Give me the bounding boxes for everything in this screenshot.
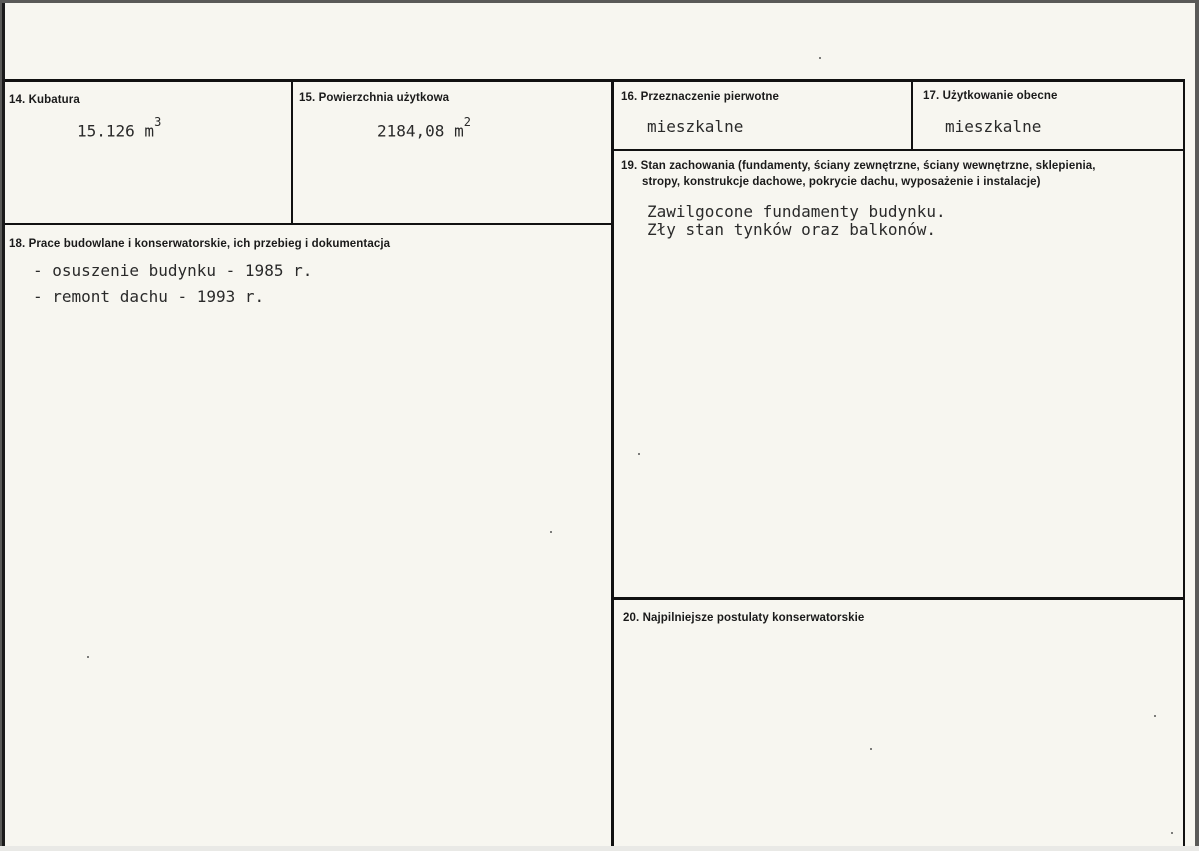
paper-speck bbox=[87, 656, 89, 658]
kubatura-value: 15.126 $m^3$ bbox=[77, 115, 162, 141]
uzytkowanie-value: mieszkalne bbox=[945, 117, 1042, 136]
prace-label: 18. Prace budowlane i konserwatorskie, ich przebieg i dokumentacja bbox=[9, 238, 391, 250]
paper-speck bbox=[550, 531, 552, 533]
divider-center bbox=[611, 80, 614, 846]
stan-label-line1: 19. Stan zachowania (fundamenty, ściany zewnętrzne, ściany wewnętrzne, sklepienia, bbox=[621, 160, 1096, 172]
stan-label-line2: stropy, konstrukcje dachowe, pokrycie dachu, wyposażenie i instalacje) bbox=[642, 176, 1041, 188]
prace-line-1: - osuszenie budynku - 1985 r. bbox=[33, 261, 313, 280]
paper-speck bbox=[1154, 715, 1156, 717]
scanner-edge bbox=[0, 846, 1199, 851]
stan-line-1: Zawilgocone fundamenty budynku. bbox=[647, 202, 946, 221]
record-card bbox=[2, 3, 1195, 846]
paper-speck bbox=[638, 453, 640, 455]
divider-14-15 bbox=[291, 80, 293, 224]
paper-speck bbox=[819, 57, 821, 59]
divider-16-17 bbox=[911, 80, 913, 151]
postulaty-label: 20. Najpilniejsze postulaty konserwatorskie bbox=[623, 612, 865, 624]
stan-line-2: Zły stan tynków oraz balkonów. bbox=[647, 220, 936, 239]
paper-speck bbox=[1171, 832, 1173, 834]
przeznaczenie-value: mieszkalne bbox=[647, 117, 744, 136]
top-border-line bbox=[5, 79, 1185, 82]
paper-speck bbox=[870, 748, 872, 750]
divider-row2-right bbox=[611, 149, 1185, 151]
kubatura-label: 14. Kubatura bbox=[9, 94, 80, 106]
przeznaczenie-label: 16. Przeznaczenie pierwotne bbox=[621, 91, 780, 103]
prace-line-2: - remont dachu - 1993 r. bbox=[33, 287, 265, 306]
divider-row1 bbox=[5, 223, 613, 225]
right-border-line bbox=[1183, 80, 1185, 846]
uzytkowanie-label: 17. Użytkowanie obecne bbox=[923, 90, 1058, 102]
divider-field20 bbox=[611, 597, 1185, 600]
powierzchnia-value: 2184,08 $m^2$ bbox=[377, 115, 471, 141]
powierzchnia-label: 15. Powierzchnia użytkowa bbox=[299, 92, 450, 104]
